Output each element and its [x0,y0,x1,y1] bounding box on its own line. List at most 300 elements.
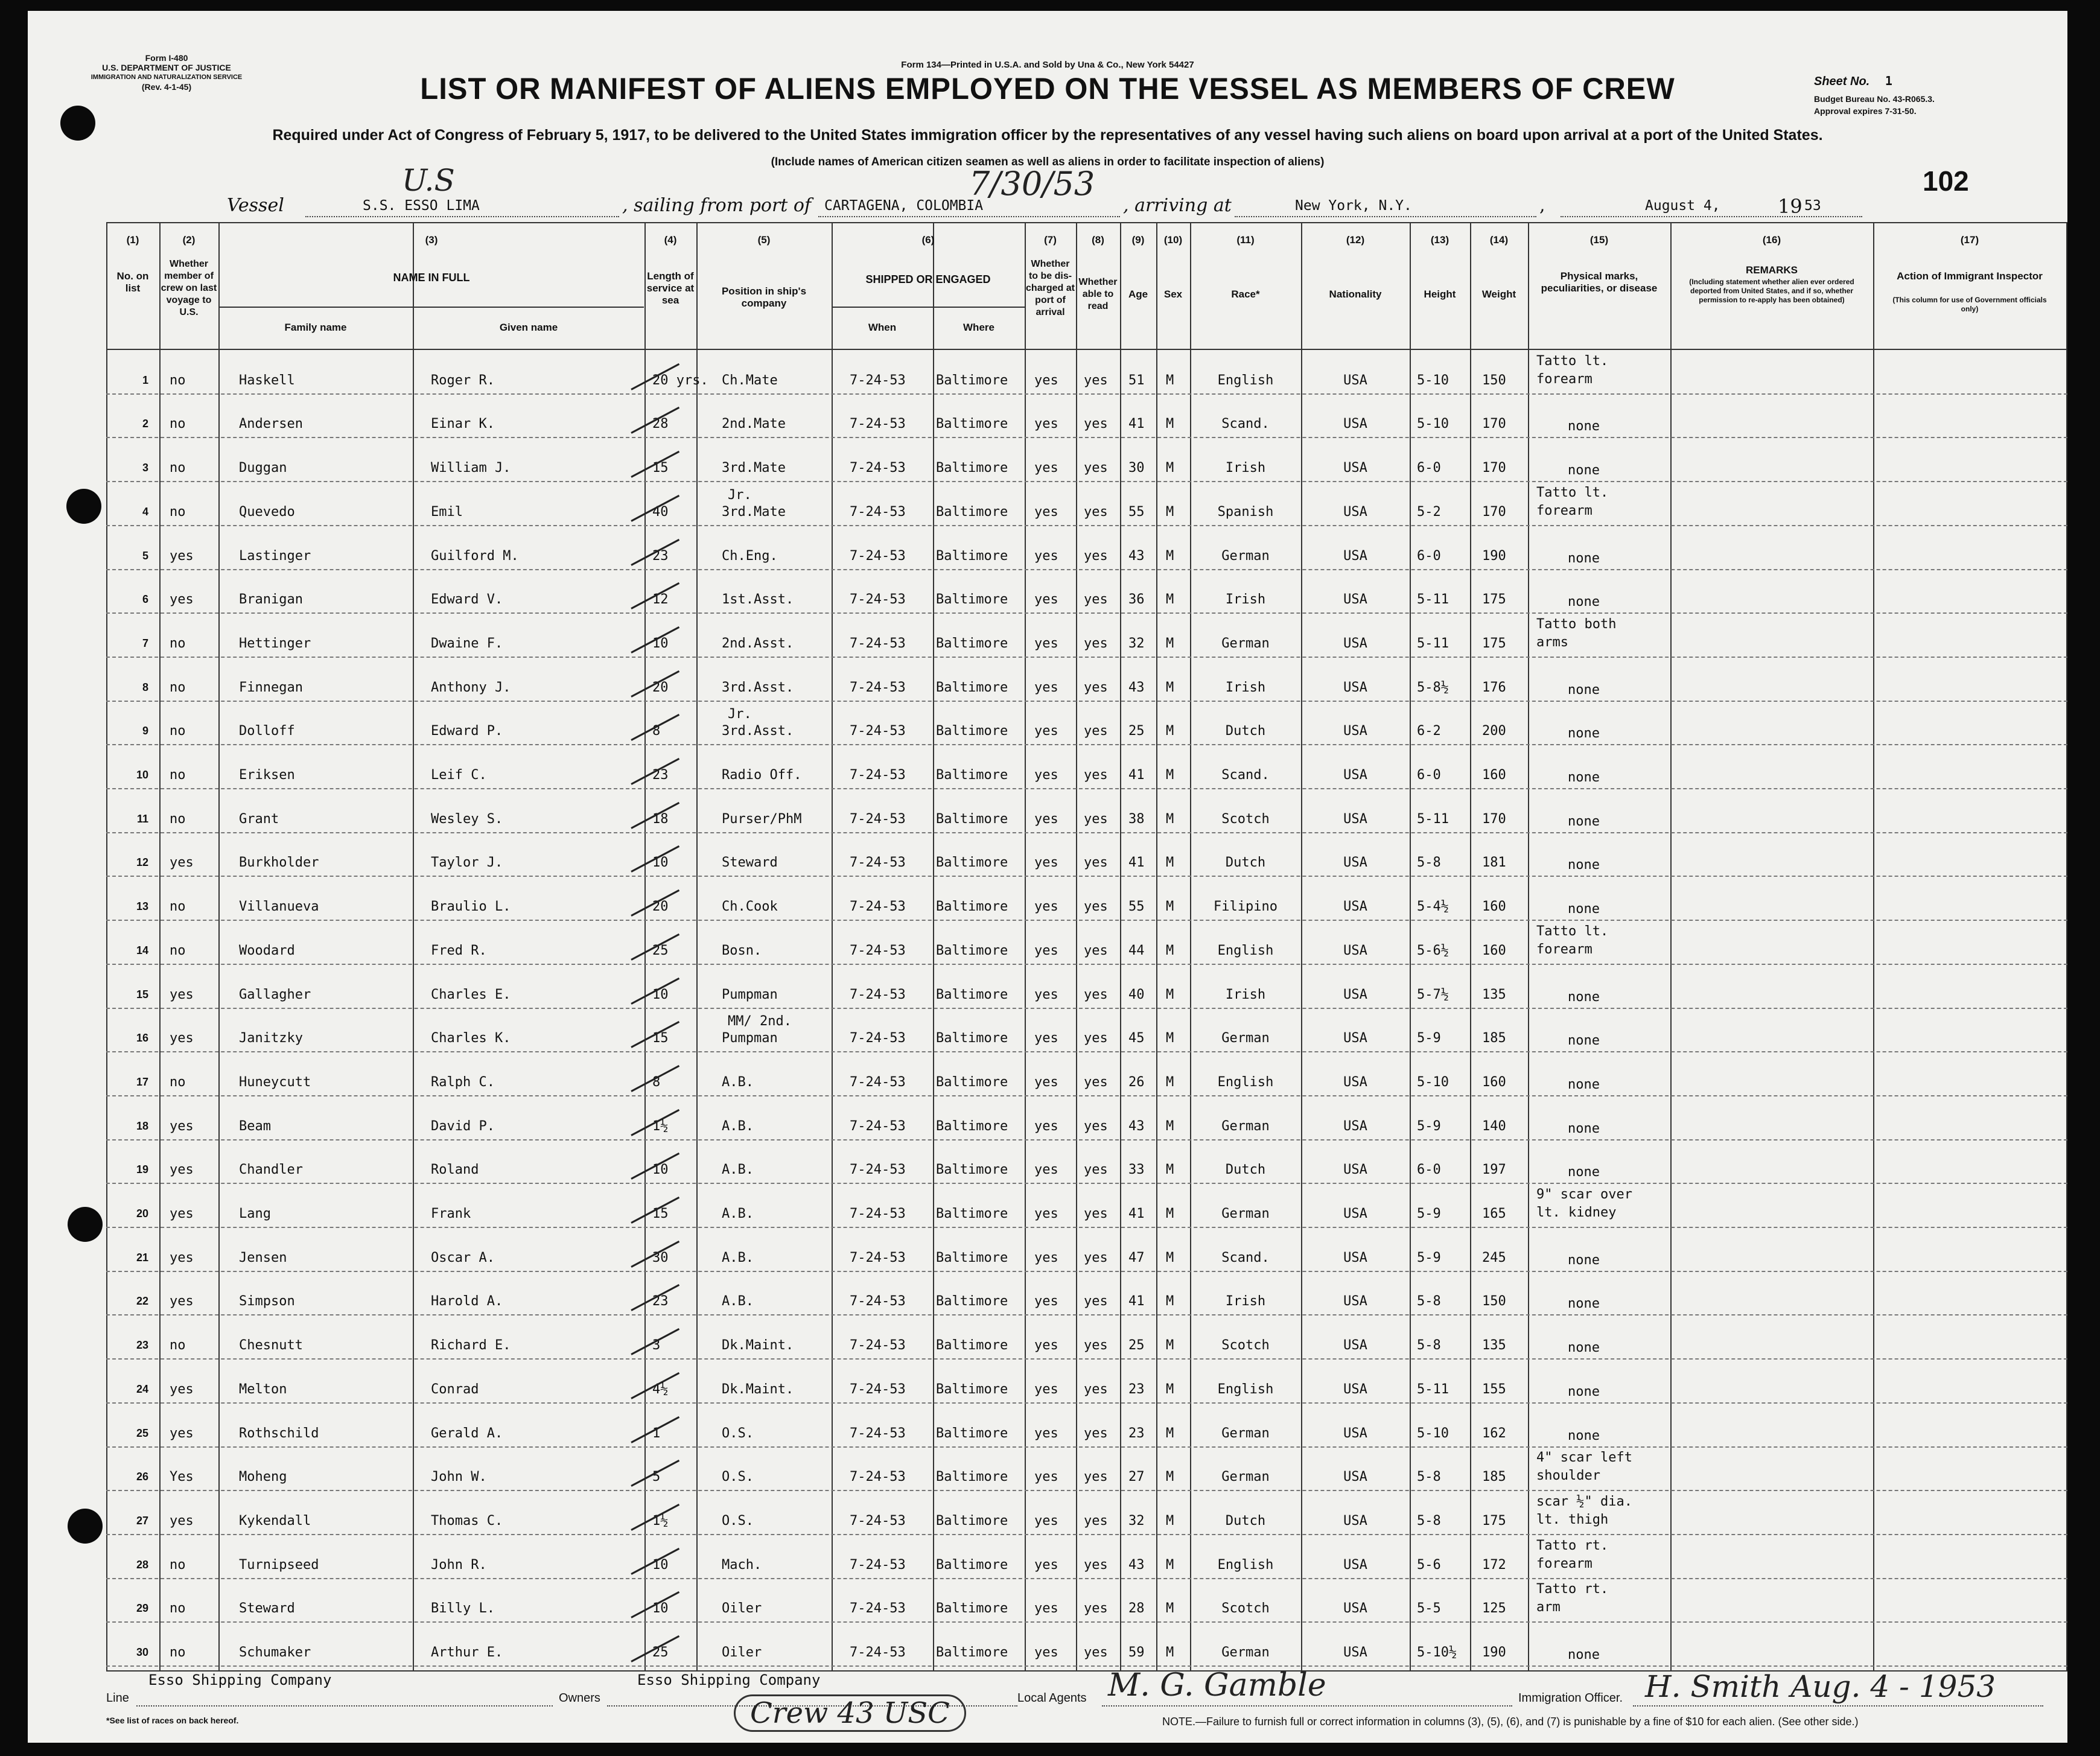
year-prefix: 19 [1778,195,1802,218]
cell-race: Filipino [1214,899,1278,915]
header-last-voyage: Whether member of crew on last voyage to U.S. [161,259,217,317]
cell-nationality: USA [1343,1557,1367,1573]
punch-hole [68,1207,103,1242]
cell-where: Baltimore [936,460,1008,476]
cell-race: Scand. [1221,1250,1270,1265]
header-remarks: REMARKS [1746,264,1798,276]
cell-length-service: 4½ [652,1381,669,1397]
row-divider [106,1490,2067,1491]
cell-where: Baltimore [936,635,1008,651]
cell-position: Radio Off. [722,768,802,783]
cell-race: Dutch [1225,724,1266,739]
cell-able-read: yes [1084,1250,1108,1265]
cell-nationality: USA [1343,592,1367,608]
cell-race: Scand. [1221,416,1270,432]
cell-sex: M [1166,987,1174,1002]
cell-family-name: Duggan [239,460,287,476]
cell-given-name: Guilford M. [431,548,519,564]
cell-sex: M [1166,592,1174,608]
cell-height: 5-4½ [1417,899,1449,915]
col-number: (9) [1131,234,1145,246]
cell-given-name: Ralph C. [431,1074,495,1090]
cell-height: 5-11 [1417,635,1449,651]
cell-where: Baltimore [936,1513,1008,1529]
cell-where: Baltimore [936,724,1008,739]
cell-length-service: 10 [652,1601,669,1617]
cell-discharged: yes [1034,635,1058,651]
manifest-sheet: Form I-480 U.S. DEPARTMENT OF JUSTICE IMMIGRATION AND NATURALIZATION SERVICE (Rev. 4-1-45) Form 134—Printed in U.S.A. and Sold by Una & Co., New York 54427 LIST OR MANIFEST OF ALIENS EMPLOYED ON THE VESSEL AS MEMBERS OF CREW Sheet No. 1 Budget Bureau No. 43-R065.3. Approval expires 7-31-50. Required under Act of Congress of February 5, 1917, to be delivered to the United States immigration officer by the representatives of any vessel having such aliens on board upon arrival at a port of the United States. (Include names of American citizen seamen as well as aliens in order to facilitate inspection of aliens) 102 Vessel S.S. ESSO LIMA U.S , sailing from port of CARTAGENA, COLOMBIA 7/30/53 , arriving at New York, N.Y. , August 4, 19 53 (1) (2) (3) (4) (5) (6) (7) (8) (9) (10) (11) (12) (13) (14) (15) (16) (17) No. on list Whether member of crew on last voyage to U.S. NAME IN FULL Family name Given name Length of service at sea Position in ship's company SHIPPED OR ENGAGED When Where Whether to be dis-charged at port of arrival Whether able to read Age Sex Race* Nationality Height Weight Physical marks, peculiarities, or disease REMARKS (Including statement whether alien ever ordered deported from United States, and if so, whether permission to re-apply has been obtained) Action of Immigrant Inspector (This column for use of Government officials only) 1 no Haskell Roger R. 20 yrs. Ch.Mate 7-24-53 Baltimore yes yes 51 M English USA 5-10 150 Tatto lt. forearm 2 no Andersen Einar K. 28 2nd.Mate 7-24-53 Baltimore yes yes 41 M Scand. USA 5-10 170 none 3 no Duggan William J. 15 3rd.Mate 7-24-53 Baltimore yes yes 30 M Irish USA 6-0 170 none 4 no Quevedo Emil 40 Jr. 3rd.Mate 7-24-53 Baltimore yes yes 55 M Spanish USA 5-2 170 Tatto lt. forearm 5 yes Lastinger Guilford M. 23 Ch.Eng. 7-24-53 Baltimore yes yes 43 M German USA 6-0 190 none 6 yes Branigan Edward V. 12 1st.Asst. 7-24-53 Baltimore yes yes 36 M Irish USA 5-11 175 none 7 no Hettinger Dwaine F. 10 2nd.Asst. 7-24-53 Baltimore yes yes 32 M German USA 5-11 175 Tatto both arms 8 no Finnegan Anthony J. 20 3rd.Asst. 7-24-53 Baltimore yes yes 43 M Irish USA 5-8½ 176 none 9 no Dolloff Edward P. 8 Jr. 3rd.Asst. 7-24-53 Baltimore yes yes 25 M Dutch USA 6-2 200 none 10 no Eriksen Leif C. 23 Radio Off. 7-24-53 Baltimore yes yes 41 M Scand. USA 6-0 160 none 11 no Grant Wesley S. 18 Purser/PhM 7-24-53 Baltimore yes yes 38 M Scotch USA 5-11 170 none 12 yes Burkholder Taylor J. 10 Steward 7-24-53 Baltimore yes yes 41 M Dutch USA 5-8 181 none 13 no Villanueva Braulio L. 20 Ch.Cook 7-24-53 Baltimore yes yes 55 M Filipino USA 5-4½ 160 none 14 no Woodard Fred R. 25 Bosn. 7-24-53 Baltimore yes yes 44 M English USA 5-6½ 160 Tatto lt. forearm 15 yes Gallagher Charles E. 10 Pumpman 7-24-53 Baltimore yes yes 40 M Irish USA 5-7½ 135 none 16 yes Janitzky Charles K. 15 MM/ 2nd. Pumpman 7-24-53 Baltimore yes yes 45 M German USA 5-9 185 none 17 no Huneycutt Ralph C. 8 A.B. 7-24-53 Baltimore yes yes 26 M English USA 5-10 160 none 18 yes Beam David P. 1½ A.B. 7-24-53 Baltimore yes yes 43 M German USA 5-9 140 none 19 yes Chandler Roland 10 A.B. 7-24-53 Baltimore yes yes 33 M Dutch USA 6-0 197 none 20 yes Lang Frank 15 A.B. 7-24-53 Baltimore yes yes 41 M German USA 5-9 165 9" scar over lt. kidney 21 yes Jensen Oscar A. 30 A.B. 7-24-53 Baltimore yes yes 47 M Scand. USA 5-9 245 none 22 yes Simpson Harold A. 23 A.B. 7-24-53 Baltimore yes yes 41 M Irish USA 5-8 150 none 23 no Chesnutt Richard E. 3 Dk.Maint. 7-24-53 Baltimore yes yes 25 M Scotch USA 5-8 135 none 24 yes Melton Conrad 4½ Dk.Maint. 7-24-53 Baltimore yes yes 23 M English USA 5-11 155 none 25 yes Rothschild Gerald A. 1 O.S. 7-24-53 Baltimore yes yes 23 M German USA 5-10 162 none 26 Yes Moheng John W. 5 O.S. 7-24-53 Baltimore yes yes 27 M German USA 5-8 185 4" scar left shoulder 27 yes Kykendall Thomas C. 1½ O.S. 7-24-53 Baltimore yes yes 32 M Dutch USA 5-8 175 scar ½" dia. lt. thigh 28 no Turnipseed John R. 10 Mach. 7-24-53 Baltimore yes yes 43 M English USA 5-6 172 Tatto rt. forearm 29 no Steward Billy L. 10 Oiler 7-24-53 Baltimore yes yes 28 M Scotch USA 5-5 125 Tatto rt. arm 30 no Schumaker Arthur E. 25 Oiler 7-24-53 Baltimore yes yes 59 M German USA 5-10½ 190 none Line Esso Shipping Company Owners Esso Shipping Company Local Agents M. G. Gamble Immigration Officer. H. Smith Aug. 4 - 1953 Crew 43 USC *See list of races on back hereof. NOTE.—Failure to furnish full or correct information in columns (3), (5), (6), and (7) is punishable by a fine of $10 for each alien. (See other side.) [28,11,2067,1743]
col-number: (16) [1762,234,1781,246]
cell-height: 5-9 [1417,1250,1441,1265]
include-note: (Include names of American citizen seamen as well as aliens in order to facilitate inspection of aliens) [771,156,1325,168]
vessel-name: S.S. ESSO LIMA [363,198,480,214]
cell-no: 20 [136,1207,148,1220]
cell-race: German [1221,1031,1270,1046]
cell-able-read: yes [1084,1513,1108,1529]
cell-age: 41 [1128,855,1145,871]
cell-physical-marks: none [1568,1121,1600,1136]
cell-nationality: USA [1343,1425,1367,1441]
cell-race: English [1217,372,1274,388]
cell-last-voyage: Yes [170,1469,194,1485]
header-sex: Sex [1163,288,1183,300]
cell-sex: M [1166,1118,1174,1134]
cell-when: 7-24-53 [850,1250,906,1265]
cell-given-name: Oscar A. [431,1250,495,1265]
service-name: IMMIGRATION AND NATURALIZATION SERVICE [91,74,243,81]
cell-height: 5-9 [1417,1206,1441,1221]
cell-able-read: yes [1084,1206,1108,1221]
cell-physical-marks: none [1568,1340,1600,1356]
row-divider [106,481,2067,482]
cell-when: 7-24-53 [850,1206,906,1221]
cell-able-read: yes [1084,592,1108,608]
cell-weight: 190 [1482,1645,1506,1660]
cell-no: 7 [142,637,148,649]
cell-discharged: yes [1034,1645,1058,1660]
cell-physical-marks: forearm [1536,941,1592,957]
races-note: *See list of races on back hereof. [106,1716,239,1725]
cell-family-name: Huneycutt [239,1074,311,1090]
cell-where: Baltimore [936,1469,1008,1485]
cell-when: 7-24-53 [850,855,906,871]
cell-when: 7-24-53 [850,679,906,695]
header-family-name: Family name [284,322,347,333]
cell-able-read: yes [1084,943,1108,958]
header-position: Position in ship's company [721,285,807,309]
cell-age: 38 [1128,811,1145,827]
cell-height: 5-10 [1417,1425,1449,1441]
cell-weight: 170 [1482,416,1506,432]
cell-position: 2nd.Asst. [722,635,794,651]
footer-officer-label: Immigration Officer. [1518,1691,1623,1705]
cell-able-read: yes [1084,635,1108,651]
cell-age: 32 [1128,1513,1145,1529]
cell-able-read: yes [1084,1031,1108,1046]
cell-length-service: 5 [652,1469,661,1485]
cell-family-name: Gallagher [239,987,311,1002]
cell-last-voyage: yes [170,1162,194,1178]
cell-race: Scotch [1221,811,1270,827]
cell-height: 5-11 [1417,592,1449,608]
cell-age: 40 [1128,987,1145,1002]
cell-last-voyage: no [170,504,186,520]
cell-where: Baltimore [936,504,1008,520]
row-divider [106,393,2067,395]
cell-able-read: yes [1084,460,1108,476]
header-race: Race* [1231,288,1260,300]
cell-age: 45 [1128,1031,1145,1046]
cell-when: 7-24-53 [850,943,906,958]
row-divider [106,1358,2067,1360]
footer-line-label: Line [106,1691,129,1705]
cell-position: O.S. [722,1513,754,1529]
page-number: 102 [1923,165,1969,197]
cell-last-voyage: yes [170,1118,194,1134]
cell-position: Bosn. [722,943,762,958]
cell-nationality: USA [1343,416,1367,432]
cell-length-service: 15 [652,460,669,476]
cell-weight: 160 [1482,899,1506,915]
cell-nationality: USA [1343,504,1367,520]
cell-able-read: yes [1084,811,1108,827]
footer-officer-signature: H. Smith Aug. 4 - 1953 [1645,1669,1996,1704]
row-divider [106,920,2067,921]
cell-race: Irish [1225,460,1266,476]
cell-height: 5-10 [1417,416,1449,432]
cell-age: 28 [1128,1601,1145,1617]
cell-height: 5-2 [1417,504,1441,520]
cell-height: 6-0 [1417,460,1441,476]
col-number: (15) [1589,234,1609,246]
cell-discharged: yes [1034,855,1058,871]
cell-where: Baltimore [936,1425,1008,1441]
col-number: (1) [126,234,139,246]
cell-family-name: Woodard [239,943,295,958]
cell-position: O.S. [722,1469,754,1485]
cell-position: 3rd.Mate [722,504,786,520]
row-divider [106,1227,2067,1228]
cell-physical-marks: Tatto lt. [1536,485,1609,500]
cell-height: 5-9 [1417,1031,1441,1046]
cell-when: 7-24-53 [850,1118,906,1134]
cell-no: 8 [142,681,148,693]
cell-race: German [1221,635,1270,651]
cell-race: German [1221,1206,1270,1221]
cell-sex: M [1166,1381,1174,1397]
cell-sex: M [1166,724,1174,739]
punch-hole [68,1509,103,1544]
cell-sex: M [1166,1513,1174,1529]
footer-owners-label: Owners [559,1691,600,1705]
cell-height: 5-8 [1417,1338,1441,1354]
footer-agents-label: Local Agents [1017,1691,1087,1705]
cell-race: Scotch [1221,1338,1270,1354]
cell-race: Spanish [1217,504,1274,520]
cell-position: 3rd.Asst. [722,679,794,695]
cell-position: A.B. [722,1250,754,1265]
cell-age: 55 [1128,899,1145,915]
cell-physical-marks: Tatto lt. [1536,923,1609,939]
header-inspector-note: (This column for use of Government officials only) [1892,296,2047,313]
cell-sex: M [1166,811,1174,827]
cell-sex: M [1166,1162,1174,1178]
cell-nationality: USA [1343,724,1367,739]
cell-race: English [1217,1381,1274,1397]
cell-family-name: Finnegan [239,679,303,695]
cell-family-name: Schumaker [239,1645,311,1660]
cell-race: Dutch [1225,855,1266,871]
cell-age: 43 [1128,548,1145,564]
vessel-label: Vessel [227,195,284,216]
cell-length-service: 40 [652,504,669,520]
cell-where: Baltimore [936,1074,1008,1090]
cell-weight: 175 [1482,635,1506,651]
cell-physical-marks: none [1568,682,1600,698]
sheet-number-block [1814,76,1892,86]
cell-last-voyage: no [170,724,186,739]
cell-weight: 170 [1482,460,1506,476]
cell-height: 5-11 [1417,1381,1449,1397]
cell-height: 6-0 [1417,768,1441,783]
cell-no: 28 [136,1558,148,1571]
arriving-label: , arriving at [1123,195,1232,216]
cell-height: 5-8½ [1417,679,1449,695]
row-divider [106,1578,2067,1579]
cell-weight: 170 [1482,811,1506,827]
cell-last-voyage: no [170,1338,186,1354]
cell-discharged: yes [1034,1074,1058,1090]
cell-no: 13 [136,900,148,913]
cell-given-name: Braulio L. [431,899,511,915]
cell-nationality: USA [1343,460,1367,476]
cell-position: A.B. [722,1294,754,1309]
cell-physical-marks: lt. kidney [1536,1205,1617,1220]
cell-discharged: yes [1034,372,1058,388]
row-divider [106,1095,2067,1096]
printer-note: Form 134—Printed in U.S.A. and Sold by Una & Co., New York 54427 [901,60,1194,70]
cell-physical-marks: none [1568,902,1600,917]
cell-length-service: 15 [652,1031,669,1046]
cell-able-read: yes [1084,1294,1108,1309]
cell-nationality: USA [1343,899,1367,915]
cell-where: Baltimore [936,592,1008,608]
cell-discharged: yes [1034,1469,1058,1485]
cell-race: Irish [1225,679,1266,695]
cell-weight: 190 [1482,548,1506,564]
cell-sex: M [1166,460,1174,476]
header-physical-marks: Physical marks, peculiarities, or disease [1541,270,1658,294]
cell-last-voyage: yes [170,855,194,871]
arrival-year: 53 [1804,198,1821,214]
cell-given-name: Dwaine F. [431,635,503,651]
cell-weight: 162 [1482,1425,1506,1441]
cell-nationality: USA [1343,1381,1367,1397]
cell-length-service: 8 [652,1074,661,1090]
cell-family-name: Hettinger [239,635,311,651]
cell-family-name: Steward [239,1601,295,1617]
cell-given-name: Edward V. [431,592,503,608]
cell-able-read: yes [1084,1601,1108,1617]
cell-when: 7-24-53 [850,1381,906,1397]
cell-age: 32 [1128,635,1145,651]
cell-length-service: 23 [652,1294,669,1309]
cell-able-read: yes [1084,724,1108,739]
row-divider [106,876,2067,877]
cell-sex: M [1166,1557,1174,1573]
cell-no: 12 [136,856,148,869]
cell-height: 5-9 [1417,1118,1441,1134]
cell-family-name: Eriksen [239,768,295,783]
cell-position: O.S. [722,1425,754,1441]
cell-weight: 172 [1482,1557,1506,1573]
cell-weight: 150 [1482,372,1506,388]
cell-nationality: USA [1343,1513,1367,1529]
cell-sex: M [1166,768,1174,783]
cell-age: 43 [1128,1118,1145,1134]
row-divider [106,569,2067,570]
cell-physical-marks: lt. thigh [1536,1512,1609,1527]
row-divider [106,701,2067,702]
cell-no: 5 [142,549,148,562]
cell-last-voyage: yes [170,1206,194,1221]
cell-able-read: yes [1084,987,1108,1002]
cell-physical-marks: none [1568,770,1600,785]
cell-family-name: Beam [239,1118,271,1134]
cell-discharged: yes [1034,987,1058,1002]
cell-given-name: Roland [431,1162,479,1178]
cell-given-name: Frank [431,1206,471,1221]
cell-given-name: Richard E. [431,1338,511,1354]
cell-able-read: yes [1084,679,1108,695]
cell-no: 21 [136,1251,148,1264]
cell-where: Baltimore [936,679,1008,695]
cell-no: 24 [136,1382,148,1395]
cell-where: Baltimore [936,1645,1008,1660]
cell-no: 26 [136,1471,148,1483]
cell-no: 25 [136,1427,148,1439]
cell-position: Steward [722,855,778,871]
cell-discharged: yes [1034,460,1058,476]
cell-no: 1 [142,374,148,386]
cell-physical-marks: scar ½" dia. [1536,1494,1632,1509]
col-number: (2) [182,234,196,246]
row-divider [106,437,2067,438]
cell-length-service: 12 [652,592,669,608]
footer-owners-value: Esso Shipping Company [637,1672,821,1688]
cell-where: Baltimore [936,1601,1008,1617]
cell-when: 7-24-53 [850,1557,906,1573]
cell-age: 23 [1128,1425,1145,1441]
cell-length-service: 1 [652,1425,661,1441]
cell-weight: 155 [1482,1381,1506,1397]
cell-age: 59 [1128,1645,1145,1660]
cell-able-read: yes [1084,372,1108,388]
cell-age: 43 [1128,679,1145,695]
cell-physical-marks: forearm [1536,371,1592,387]
cell-sex: M [1166,1250,1174,1265]
cell-height: 5-8 [1417,1294,1441,1309]
cell-given-name: Wesley S. [431,811,503,827]
cell-no: 22 [136,1295,148,1308]
cell-nationality: USA [1343,372,1367,388]
cell-when: 7-24-53 [850,1074,906,1090]
cell-given-name: Anthony J. [431,679,511,695]
cell-position: A.B. [722,1118,754,1134]
crew-count-note: Crew 43 USC [734,1694,966,1732]
cell-race: German [1221,1645,1270,1660]
cell-last-voyage: yes [170,592,194,608]
cell-family-name: Jensen [239,1250,287,1265]
cell-nationality: USA [1343,1250,1367,1265]
cell-nationality: USA [1343,548,1367,564]
cell-physical-marks: none [1568,550,1600,566]
cell-able-read: yes [1084,1425,1108,1441]
cell-physical-marks: none [1568,463,1600,479]
header-shipped-engaged: SHIPPED OR ENGAGED [865,273,991,285]
header-age: Age [1128,288,1148,300]
cell-weight: 170 [1482,504,1506,520]
cell-age: 25 [1128,724,1145,739]
cell-physical-marks: none [1568,594,1600,610]
cell-race: Irish [1225,1294,1266,1309]
cell-family-name: Turnipseed [239,1557,319,1573]
cell-weight: 135 [1482,987,1506,1002]
cell-age: 25 [1128,1338,1145,1354]
approval-expiry: Approval expires 7-31-50. [1814,106,1917,116]
cell-race: Dutch [1225,1162,1266,1178]
cell-discharged: yes [1034,548,1058,564]
cell-where: Baltimore [936,1250,1008,1265]
cell-given-name: Emil [431,504,463,520]
header-able-read: Whether able to read [1078,277,1118,311]
cell-last-voyage: no [170,679,186,695]
cell-weight: 176 [1482,679,1506,695]
cell-length-service: 20 [652,679,669,695]
cell-family-name: Lang [239,1206,271,1221]
cell-weight: 160 [1482,768,1506,783]
cell-physical-marks: arm [1536,1600,1561,1615]
cell-discharged: yes [1034,1031,1058,1046]
cell-length-service: 10 [652,1162,669,1178]
cell-weight: 160 [1482,1074,1506,1090]
cell-physical-marks: none [1568,1428,1600,1443]
cell-nationality: USA [1343,811,1367,827]
cell-age: 33 [1128,1162,1145,1178]
cell-weight: 175 [1482,1513,1506,1529]
row-divider [106,1446,2067,1448]
cell-last-voyage: no [170,635,186,651]
cell-sex: M [1166,1031,1174,1046]
cell-last-voyage: no [170,1645,186,1660]
cell-length-service: 10 [652,635,669,651]
header-name-in-full: NAME IN FULL [393,272,470,284]
header-discharged: Whether to be dis-charged at port of arrival [1026,259,1075,317]
cell-race: English [1217,943,1274,958]
cell-physical-marks: none [1568,857,1600,873]
cell-sex: M [1166,899,1174,915]
row-divider [106,1621,2067,1623]
cell-last-voyage: yes [170,548,194,564]
cell-last-voyage: no [170,943,186,958]
cell-able-read: yes [1084,416,1108,432]
cell-discharged: yes [1034,811,1058,827]
header-remarks-note: (Including statement whether alien ever ordered deported from United States, and if so, whether permission to re-apply has been obtained) [1689,278,1854,304]
cell-height: 5-5 [1417,1601,1441,1617]
footer-line-value: Esso Shipping Company [148,1672,332,1688]
cell-physical-marks: none [1568,1647,1600,1662]
cell-nationality: USA [1343,1601,1367,1617]
